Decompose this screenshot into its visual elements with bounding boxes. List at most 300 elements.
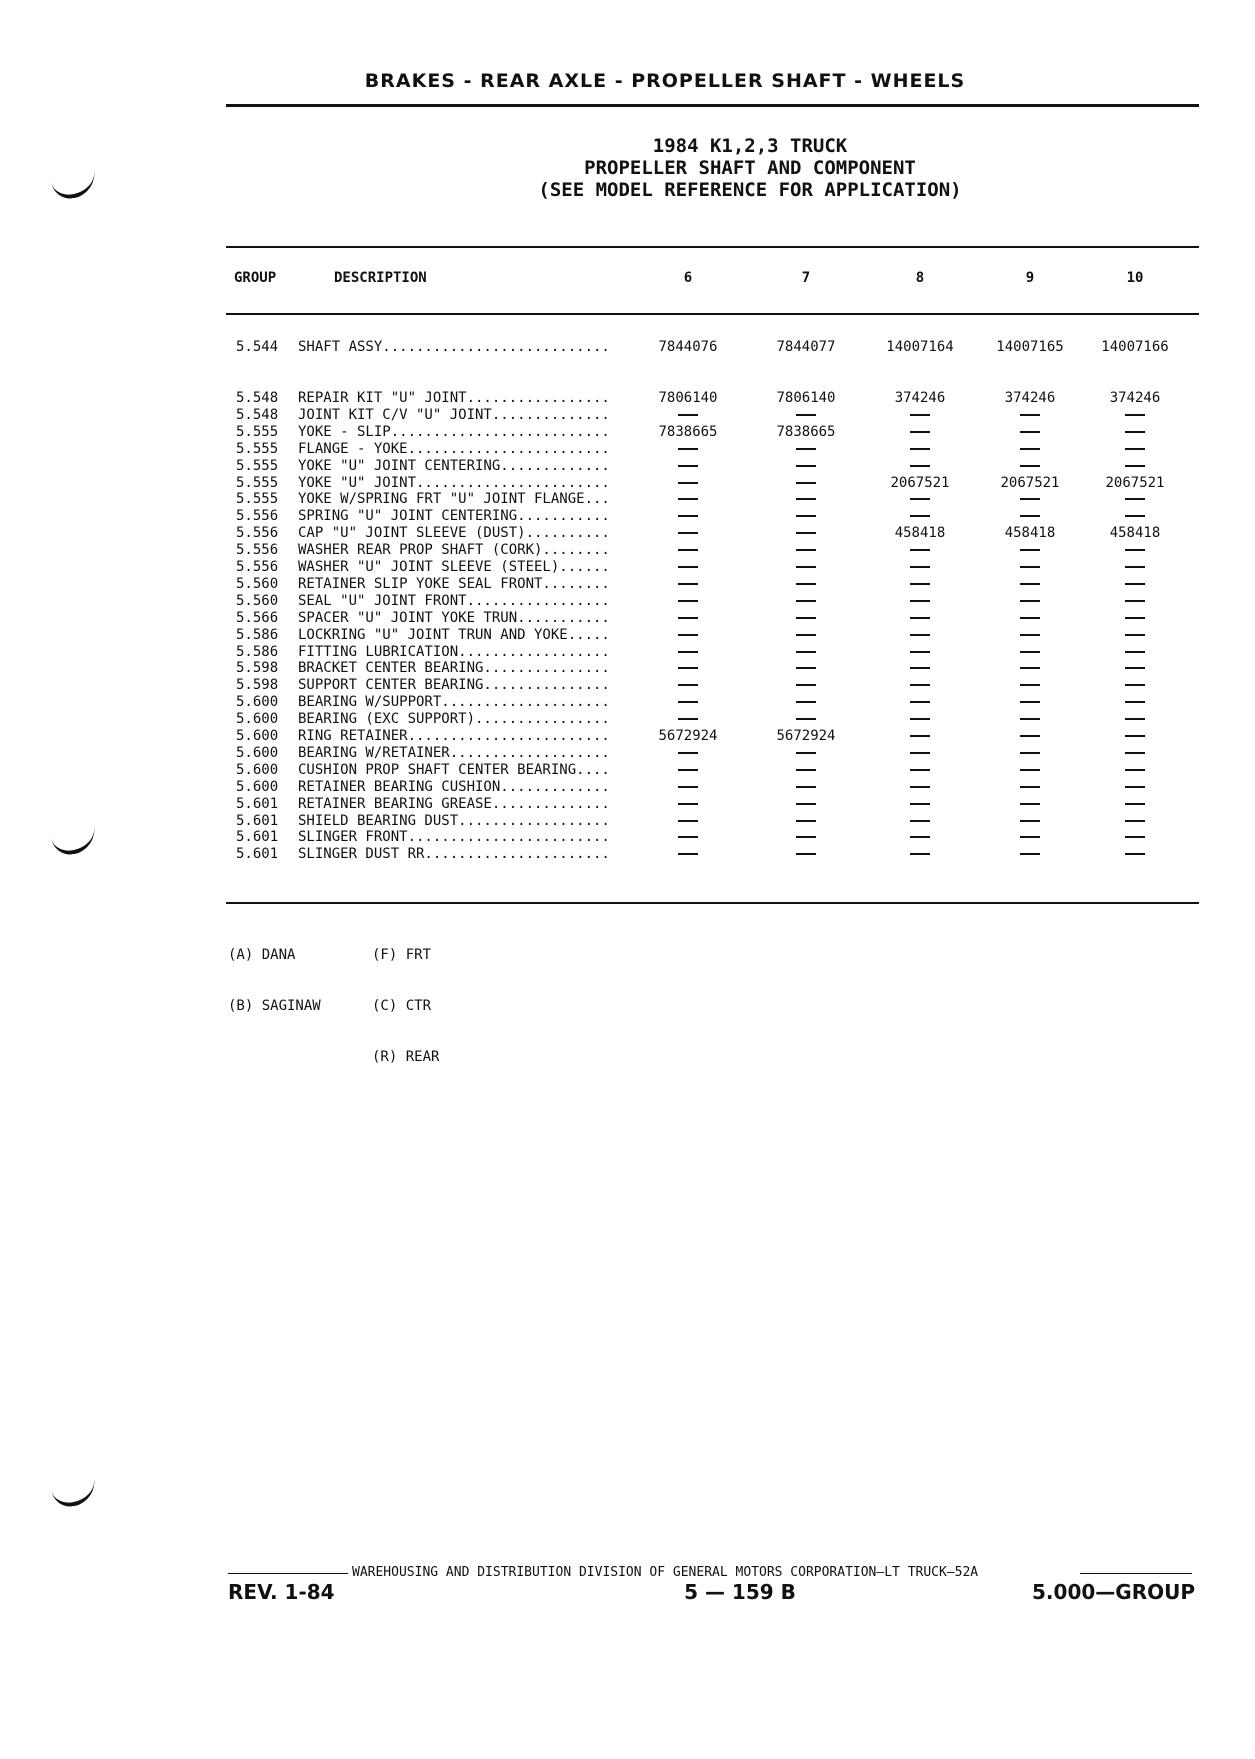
not-applicable-dash [1125, 549, 1145, 551]
part-number-cell [633, 407, 743, 424]
part-number-cell [1080, 677, 1190, 694]
part-number-cell [975, 542, 1085, 559]
page-number: 5 — 159 B [684, 1580, 796, 1604]
part-number-cell [1080, 508, 1190, 525]
part-number-cell [975, 660, 1085, 677]
part-number-cell [865, 846, 975, 863]
table-row [0, 796, 1255, 813]
part-number-cell [975, 829, 1085, 846]
part-number-cell [865, 491, 975, 508]
not-applicable-dash [1125, 448, 1145, 450]
not-applicable-dash [796, 718, 816, 720]
group-code: 5.600 [236, 728, 279, 744]
not-applicable-dash [796, 600, 816, 602]
part-description: SEAL "U" JOINT FRONT................. [298, 592, 610, 609]
not-applicable-dash [796, 667, 816, 669]
not-applicable-dash [1020, 820, 1040, 822]
part-description: YOKE - SLIP.......................... [298, 423, 610, 440]
table-row [0, 458, 1255, 475]
part-number-cell [865, 458, 975, 475]
not-applicable-dash [1020, 684, 1040, 686]
not-applicable-dash [796, 465, 816, 467]
group-code: 5.555 [236, 491, 279, 508]
title-line-2: PROPELLER SHAFT AND COMPONENT [584, 157, 916, 179]
part-number-cell [975, 559, 1085, 576]
part-number-cell [1080, 627, 1190, 644]
not-applicable-dash [910, 786, 930, 788]
not-applicable-dash [1020, 617, 1040, 619]
table-row [0, 542, 1255, 559]
part-description: YOKE "U" JOINT....................... [298, 474, 610, 491]
part-description: REPAIR KIT "U" JOINT................. [298, 390, 610, 406]
part-number-cell [865, 779, 975, 796]
group-code: 5.555 [236, 440, 279, 457]
part-number-cell [1080, 728, 1190, 745]
table-row [0, 711, 1255, 728]
column-header-9: 9 [1025, 270, 1035, 286]
part-number-cell [751, 796, 861, 813]
legend-item: (A) DANA [228, 947, 296, 963]
part-number-cell: 14007165 [996, 339, 1064, 355]
column-header-description: DESCRIPTION [334, 270, 427, 286]
part-number-cell [865, 644, 975, 661]
part-number-cell [975, 593, 1085, 610]
not-applicable-dash [1020, 735, 1040, 737]
table-top-rule [226, 246, 1199, 248]
not-applicable-dash [796, 803, 816, 805]
not-applicable-dash [678, 786, 698, 788]
legend-item: (F) FRT [372, 947, 432, 963]
part-number-cell [633, 660, 743, 677]
not-applicable-dash [1020, 515, 1040, 517]
not-applicable-dash [796, 448, 816, 450]
not-applicable-dash [1125, 617, 1145, 619]
part-number-cell [865, 576, 975, 593]
part-number-cell [633, 458, 743, 475]
not-applicable-dash [678, 448, 698, 450]
not-applicable-dash [1125, 853, 1145, 855]
part-number-cell [751, 542, 861, 559]
part-number-cell [1080, 711, 1190, 728]
part-number-cell [1080, 660, 1190, 677]
part-description: YOKE W/SPRING FRT "U" JOINT FLANGE... [298, 491, 610, 508]
not-applicable-dash [678, 600, 698, 602]
part-number-cell [865, 677, 975, 694]
not-applicable-dash [1020, 549, 1040, 551]
part-description: SPRING "U" JOINT CENTERING........... [298, 508, 610, 525]
part-number-cell [633, 508, 743, 525]
not-applicable-dash [678, 498, 698, 500]
not-applicable-dash [678, 549, 698, 551]
not-applicable-dash [796, 566, 816, 568]
part-number-cell [1080, 762, 1190, 779]
part-number-cell [975, 694, 1085, 711]
column-header-7: 7 [801, 270, 811, 286]
part-description: RING RETAINER........................ [298, 728, 610, 744]
not-applicable-dash [1125, 803, 1145, 805]
group-code: 5.586 [236, 626, 279, 643]
part-number-cell [633, 694, 743, 711]
part-description: RETAINER BEARING GREASE.............. [298, 795, 610, 812]
part-description: BRACKET CENTER BEARING............... [298, 660, 610, 677]
not-applicable-dash [678, 651, 698, 653]
not-applicable-dash [1020, 431, 1040, 433]
not-applicable-dash [1125, 465, 1145, 467]
group-code: 5.601 [236, 812, 279, 829]
legend-item: (R) REAR [372, 1049, 440, 1065]
part-number-cell [633, 846, 743, 863]
not-applicable-dash [796, 634, 816, 636]
part-number-cell [1080, 694, 1190, 711]
not-applicable-dash [910, 853, 930, 855]
part-number-cell [1080, 610, 1190, 627]
not-applicable-dash [910, 735, 930, 737]
part-number-cell: 5672924 [658, 728, 718, 744]
not-applicable-dash [796, 836, 816, 838]
part-number-cell [633, 610, 743, 627]
group-code: 5.548 [236, 390, 279, 406]
part-number-cell [865, 542, 975, 559]
table-row [0, 424, 1255, 441]
not-applicable-dash [1020, 583, 1040, 585]
part-description: BEARING (EXC SUPPORT)................ [298, 711, 610, 728]
part-number-cell: 7838665 [658, 423, 718, 440]
group-code: 5.560 [236, 592, 279, 609]
not-applicable-dash [678, 634, 698, 636]
not-applicable-dash [1125, 515, 1145, 517]
part-number-cell [975, 762, 1085, 779]
part-number-cell: 7806140 [658, 390, 718, 406]
not-applicable-dash [678, 566, 698, 568]
table-row [0, 728, 1255, 745]
not-applicable-dash [1125, 786, 1145, 788]
table-row [0, 475, 1255, 492]
part-number-cell [975, 610, 1085, 627]
not-applicable-dash [1020, 769, 1040, 771]
part-description: FITTING LUBRICATION.................. [298, 643, 610, 660]
part-number-cell [975, 813, 1085, 830]
part-description: WASHER "U" JOINT SLEEVE (STEEL)...... [298, 559, 610, 575]
part-number-cell [633, 593, 743, 610]
not-applicable-dash [1020, 498, 1040, 500]
part-number-cell [865, 407, 975, 424]
part-description: SPACER "U" JOINT YOKE TRUN........... [298, 609, 610, 626]
part-number-cell [751, 491, 861, 508]
group-code: 5.600 [236, 761, 279, 778]
part-number-cell [865, 508, 975, 525]
not-applicable-dash [910, 803, 930, 805]
group-code: 5.586 [236, 643, 279, 660]
part-description: SLINGER FRONT........................ [298, 829, 610, 846]
not-applicable-dash [678, 684, 698, 686]
not-applicable-dash [678, 482, 698, 484]
not-applicable-dash [910, 498, 930, 500]
not-applicable-dash [910, 431, 930, 433]
table-row [0, 627, 1255, 644]
not-applicable-dash [796, 549, 816, 551]
part-number-cell [751, 644, 861, 661]
not-applicable-dash [1020, 465, 1040, 467]
table-row [0, 593, 1255, 610]
not-applicable-dash [678, 752, 698, 754]
part-number-cell [1080, 407, 1190, 424]
part-number-cell [751, 813, 861, 830]
part-number-cell [865, 745, 975, 762]
part-number-cell: 14007166 [1101, 339, 1169, 355]
not-applicable-dash [678, 465, 698, 467]
not-applicable-dash [1125, 414, 1145, 416]
not-applicable-dash [1020, 634, 1040, 636]
not-applicable-dash [678, 667, 698, 669]
part-number-cell [633, 779, 743, 796]
not-applicable-dash [910, 651, 930, 653]
not-applicable-dash [1020, 718, 1040, 720]
part-number-cell [751, 829, 861, 846]
not-applicable-dash [678, 769, 698, 771]
table-row [0, 390, 1255, 407]
part-description: CUSHION PROP SHAFT CENTER BEARING.... [298, 761, 610, 778]
part-number-cell: 5672924 [776, 728, 836, 744]
not-applicable-dash [910, 718, 930, 720]
part-number-cell: 2067521 [1105, 474, 1165, 491]
revision-label: REV. 1-84 [228, 1580, 335, 1604]
group-code: 5.598 [236, 677, 279, 694]
not-applicable-dash [910, 448, 930, 450]
part-number-cell [975, 711, 1085, 728]
part-number-cell [751, 525, 861, 542]
part-number-cell: 14007164 [886, 339, 954, 355]
part-number-cell [633, 711, 743, 728]
part-number-cell [975, 627, 1085, 644]
part-number-cell [1080, 559, 1190, 576]
footer-division-text: WAREHOUSING AND DISTRIBUTION DIVISION OF GENERAL MOTORS CORPORATION—LT TRUCK—52A [352, 1565, 979, 1580]
part-description: WASHER REAR PROP SHAFT (CORK)........ [298, 542, 610, 559]
part-number-cell [865, 796, 975, 813]
part-number-cell [975, 779, 1085, 796]
part-number-cell [865, 762, 975, 779]
part-number-cell [1080, 441, 1190, 458]
not-applicable-dash [678, 515, 698, 517]
group-code: 5.601 [236, 795, 279, 812]
not-applicable-dash [796, 701, 816, 703]
not-applicable-dash [796, 617, 816, 619]
not-applicable-dash [1125, 634, 1145, 636]
group-code: 5.556 [236, 559, 279, 575]
part-number-cell [751, 458, 861, 475]
part-number-cell [751, 593, 861, 610]
legend-item: (B) SAGINAW [228, 998, 321, 1014]
part-number-cell [751, 745, 861, 762]
not-applicable-dash [796, 684, 816, 686]
table-header-rule [226, 313, 1199, 315]
not-applicable-dash [910, 769, 930, 771]
part-number-cell [633, 745, 743, 762]
not-applicable-dash [1020, 448, 1040, 450]
not-applicable-dash [678, 718, 698, 720]
part-number-cell [865, 728, 975, 745]
legend-suppliers [228, 913, 321, 1032]
part-number-cell [975, 745, 1085, 762]
not-applicable-dash [1125, 684, 1145, 686]
part-number-cell [751, 694, 861, 711]
not-applicable-dash [1125, 718, 1145, 720]
not-applicable-dash [1020, 786, 1040, 788]
part-number-cell [1080, 458, 1190, 475]
part-description: RETAINER BEARING CUSHION............. [298, 778, 610, 795]
part-number-cell [1080, 644, 1190, 661]
table-row [0, 559, 1255, 576]
part-number-cell [975, 576, 1085, 593]
not-applicable-dash [1125, 431, 1145, 433]
part-number-cell [1080, 829, 1190, 846]
not-applicable-dash [678, 836, 698, 838]
column-header-10: 10 [1126, 270, 1144, 286]
part-number-cell: 374246 [1109, 390, 1161, 406]
not-applicable-dash [910, 617, 930, 619]
not-applicable-dash [796, 752, 816, 754]
table-row [0, 491, 1255, 508]
part-description: YOKE "U" JOINT CENTERING............. [298, 457, 610, 474]
not-applicable-dash [1125, 836, 1145, 838]
part-number-cell [865, 813, 975, 830]
part-number-cell [751, 559, 861, 576]
not-applicable-dash [796, 532, 816, 534]
not-applicable-dash [1020, 803, 1040, 805]
part-number-cell [751, 508, 861, 525]
part-description: BEARING W/SUPPORT.................... [298, 694, 610, 711]
not-applicable-dash [1125, 735, 1145, 737]
not-applicable-dash [678, 701, 698, 703]
not-applicable-dash [910, 836, 930, 838]
not-applicable-dash [678, 820, 698, 822]
not-applicable-dash [678, 803, 698, 805]
legend-positions [372, 913, 439, 1083]
part-number-cell [633, 525, 743, 542]
not-applicable-dash [796, 769, 816, 771]
table-row [0, 644, 1255, 661]
not-applicable-dash [1020, 414, 1040, 416]
group-code: 5.560 [236, 575, 279, 592]
part-number-cell [975, 458, 1085, 475]
not-applicable-dash [1020, 566, 1040, 568]
not-applicable-dash [1020, 752, 1040, 754]
part-description: CAP "U" JOINT SLEEVE (DUST).......... [298, 525, 610, 542]
not-applicable-dash [1125, 600, 1145, 602]
not-applicable-dash [678, 532, 698, 534]
not-applicable-dash [796, 820, 816, 822]
table-row [0, 762, 1255, 779]
table-row [0, 576, 1255, 593]
footer-rule-right [1080, 1573, 1192, 1574]
part-number-cell [751, 627, 861, 644]
part-number-cell [633, 559, 743, 576]
part-description: SLINGER DUST RR...................... [298, 846, 610, 863]
not-applicable-dash [678, 617, 698, 619]
not-applicable-dash [796, 651, 816, 653]
group-code: 5.555 [236, 457, 279, 474]
not-applicable-dash [1020, 600, 1040, 602]
part-number-cell [751, 610, 861, 627]
part-number-cell [1080, 542, 1190, 559]
not-applicable-dash [796, 414, 816, 416]
not-applicable-dash [1020, 701, 1040, 703]
not-applicable-dash [678, 583, 698, 585]
not-applicable-dash [796, 853, 816, 855]
part-number-cell [975, 424, 1085, 441]
part-number-cell [751, 441, 861, 458]
part-number-cell [633, 627, 743, 644]
table-row [0, 846, 1255, 863]
group-code: 5.548 [236, 406, 279, 423]
part-number-cell [1080, 491, 1190, 508]
not-applicable-dash [1125, 667, 1145, 669]
not-applicable-dash [910, 667, 930, 669]
legend-item: (C) CTR [372, 998, 432, 1014]
part-description: BEARING W/RETAINER................... [298, 744, 610, 761]
part-number-cell [633, 644, 743, 661]
not-applicable-dash [796, 498, 816, 500]
not-applicable-dash [910, 414, 930, 416]
part-number-cell [633, 677, 743, 694]
part-number-cell [1080, 593, 1190, 610]
part-number-cell [633, 491, 743, 508]
part-number-cell [865, 627, 975, 644]
header-rule [226, 104, 1199, 107]
document-title [300, 135, 1200, 201]
not-applicable-dash [796, 583, 816, 585]
part-number-cell [1080, 846, 1190, 863]
table-row [0, 407, 1255, 424]
group-code: 5.566 [236, 609, 279, 626]
table-row [0, 813, 1255, 830]
part-description: SHAFT ASSY........................... [298, 339, 610, 355]
part-number-cell [975, 796, 1085, 813]
not-applicable-dash [1125, 498, 1145, 500]
part-number-cell: 374246 [1004, 390, 1056, 406]
part-number-cell [975, 441, 1085, 458]
part-number-cell [865, 610, 975, 627]
part-number-cell: 7844076 [658, 339, 718, 355]
part-number-cell [633, 813, 743, 830]
part-number-cell [751, 762, 861, 779]
not-applicable-dash [910, 820, 930, 822]
table-row [0, 694, 1255, 711]
table-row [0, 660, 1255, 677]
part-number-cell [865, 593, 975, 610]
table-row [0, 745, 1255, 762]
not-applicable-dash [910, 600, 930, 602]
column-header-6: 6 [683, 270, 693, 286]
not-applicable-dash [1125, 566, 1145, 568]
part-number-cell [865, 711, 975, 728]
not-applicable-dash [910, 752, 930, 754]
table-row [0, 829, 1255, 846]
part-number-cell [865, 424, 975, 441]
group-code: 5.600 [236, 744, 279, 761]
group-code: 5.556 [236, 542, 279, 559]
part-number-cell: 374246 [894, 390, 946, 406]
column-header-8: 8 [915, 270, 925, 286]
part-number-cell [975, 846, 1085, 863]
not-applicable-dash [910, 684, 930, 686]
part-number-cell [751, 660, 861, 677]
punch-hole-mark [50, 1477, 97, 1509]
part-number-cell: 7806140 [776, 390, 836, 406]
not-applicable-dash [910, 566, 930, 568]
part-number-cell [865, 559, 975, 576]
not-applicable-dash [1125, 583, 1145, 585]
part-number-cell [633, 829, 743, 846]
